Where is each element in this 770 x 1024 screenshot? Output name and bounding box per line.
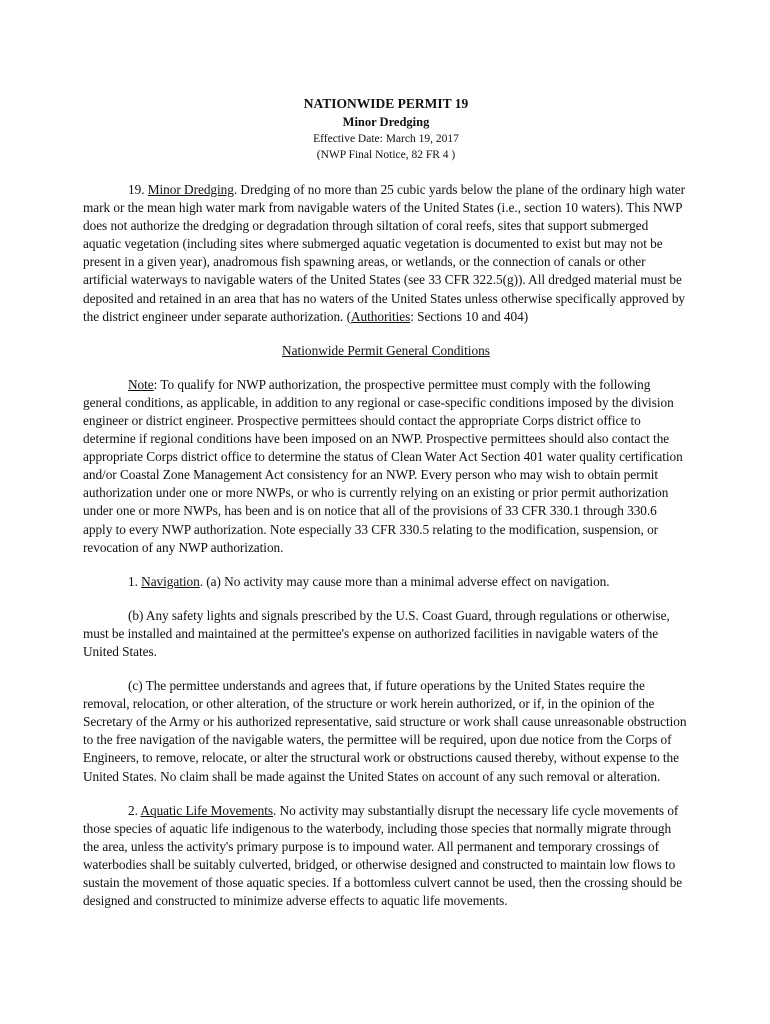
condition-1a xyxy=(83,573,689,591)
condition-1-number: 1. xyxy=(128,573,138,589)
authorities-text: : Sections 10 and 404) xyxy=(410,308,529,324)
condition-1-heading: Navigation xyxy=(141,573,200,589)
condition-2-text: . No activity may substantially disrupt the necessary life cycle movements of those species of aquatic life indigenous to the waterbody, including those species that normally migrate through the area, unless the activity's primary purpose is to impound water. All permanent and temporary crossings of waterbodies shall be suitably culverted, bridged, or otherwise designed and constructed to maintain low flows to sustain the movement of those aquatic species. If a bottomless culvert cannot be used, then the crossing should be designed and constructed to minimize adverse effects to aquatic life movements. xyxy=(83,802,683,909)
condition-1b: (b) Any safety lights and signals prescribed by the U.S. Coast Guard, through regulations or otherwise, must be installed and maintained at the permittee's expense on authorized facilities in navigable waters of the United States. xyxy=(83,607,670,659)
condition-2-heading: Aquatic Life Movements xyxy=(140,802,273,818)
permit-number: 19. xyxy=(128,182,145,197)
final-notice: (NWP Final Notice, 82 FR 4 ) xyxy=(316,149,456,161)
document-title: NATIONWIDE PERMIT 19 xyxy=(303,96,469,111)
effective-date: Effective Date: March 19, 2017 xyxy=(313,133,459,145)
permit-heading: Minor Dredging xyxy=(147,182,234,197)
authorities-label: Authorities xyxy=(350,308,411,324)
condition-2-number: 2. xyxy=(128,802,138,818)
general-conditions-heading: Nationwide Permit General Conditions xyxy=(282,342,490,358)
condition-2 xyxy=(83,802,689,911)
document-page xyxy=(83,95,689,910)
note-label: Note xyxy=(128,376,154,392)
note-text: : To qualify for NWP authorization, the prospective permittee must comply with the following general conditions, as applicable, in addition to any regional or case-specific conditions imposed by the division engineer or district engineer. Prospective permittees should contact the appropriate Corps district office to determine if regional conditions have been imposed on an NWP. Prospective permittees should also contact the appropriate Corps district office to determine the status of Clean Water Act Section 401 water quality certification and/or Coastal Zone Management Act consistency for an NWP. Every person who may wish to obtain permit authorization under one or more NWPs, or who is currently relying on an existing or prior permit authorization under one or more NWPs, has been and is on notice that all of the provisions of 33 CFR 330.1 through 330.6 apply to every NWP authorization. Note especially 33 CFR 330.5 relating to the modification, suspension, or revocation of any NWP authorization. xyxy=(83,376,683,555)
permit-body: . Dredging of no more than 25 cubic yards below the plane of the ordinary high water mark or the mean high water mark from navigable waters of the United States (i.e., section 10 waters). This NWP does not authorize the dredging or degradation through siltation of coral reefs, sites that support submerged aquatic vegetation (including sites where submerged aquatic vegetation is documented to exist but may not be present in a given year), anadromous fish spawning areas, or wetlands, or the connection of canals or other artificial waterways to navigable waters of the United States (see 33 CFR 322.5(g)). All dredged material must be deposited and retained in an area that has no waters of the United States unless otherwise specifically approved by the district engineer under separate authorization. ( xyxy=(83,182,686,324)
note-paragraph xyxy=(83,376,689,557)
document-subtitle: Minor Dredging xyxy=(342,115,430,129)
condition-1c: (c) The permittee understands and agrees that, if future operations by the United States require the removal, relocation, or other alteration, of the structure or work herein authorized, or if, in the opinion of the Secretary of the Army or his authorized representative, said structure or work shall cause unreasonable obstruction to the free navigation of the navigable waters, the permittee will be required, upon due notice from the Corps of Engineers, to remove, relocate, or alter the structural work or obstructions caused thereby, without expense to the United States. No claim shall be made against the United States on account of any such removal or alteration. xyxy=(83,678,687,784)
condition-1a-text: . (a) No activity may cause more than a minimal adverse effect on navigation. xyxy=(199,573,610,589)
permit-paragraph xyxy=(83,181,689,326)
